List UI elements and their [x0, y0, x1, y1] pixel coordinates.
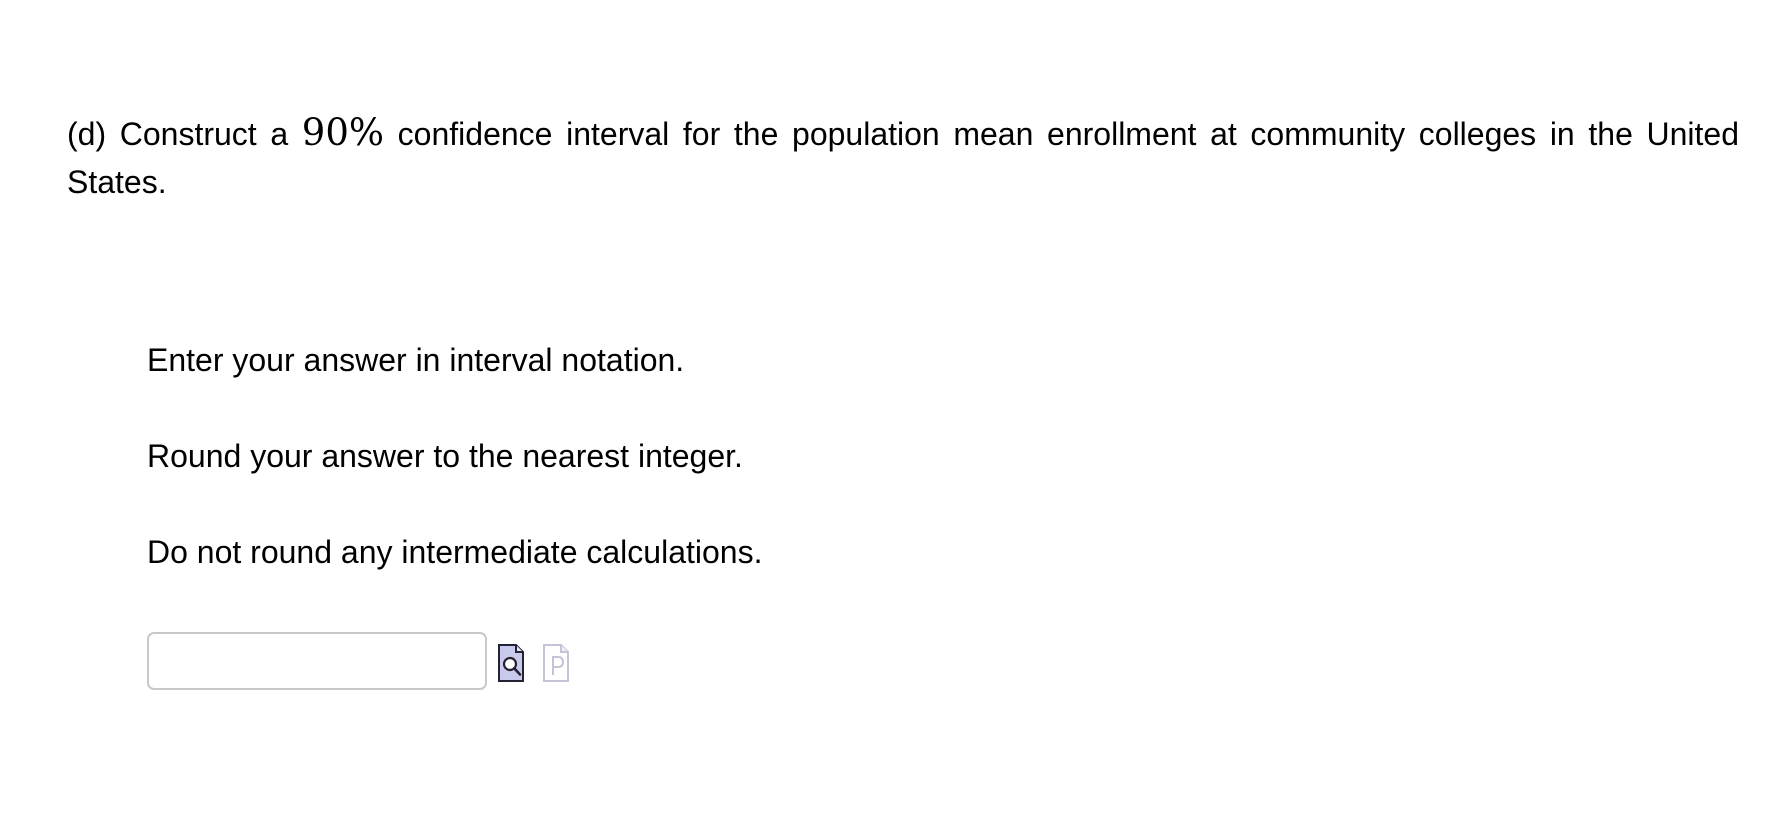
preview-icon[interactable] — [497, 643, 525, 683]
formula-palette-icon — [542, 643, 570, 683]
instruction-interval-notation: Enter your answer in interval notation. — [147, 342, 685, 378]
question-suffix: confidence interval for the population mean enrollment at community colleges in the United States. — [67, 116, 1740, 200]
answer-input[interactable] — [147, 632, 487, 690]
question-prefix: (d) Construct a — [67, 116, 302, 152]
instruction-round-integer: Round your answer to the nearest integer. — [147, 438, 743, 474]
question-text — [67, 109, 1739, 206]
confidence-level-math: 90% — [301, 111, 385, 154]
instruction-no-intermediate-rounding: Do not round any intermediate calculations. — [147, 534, 763, 570]
